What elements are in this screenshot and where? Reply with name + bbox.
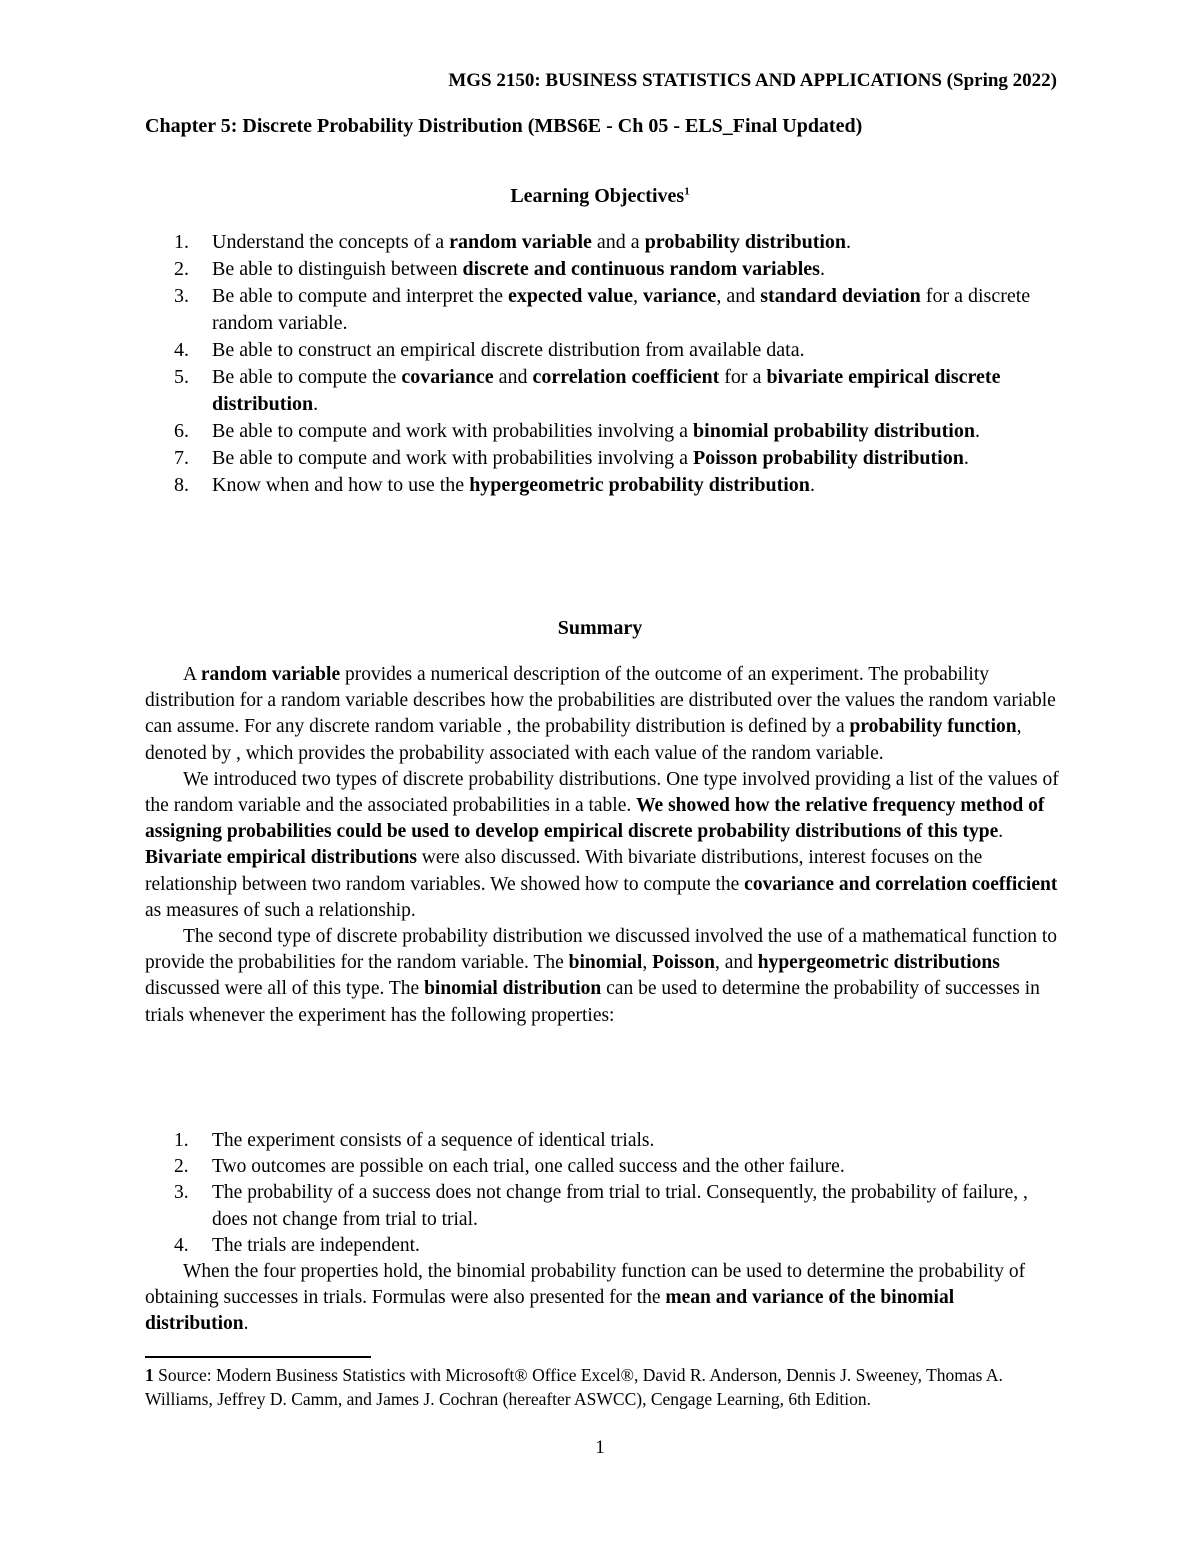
learning-objective-item (168, 229, 1068, 256)
footnote-reference: 1 (684, 185, 690, 198)
bold-term: hypergeometric distributions (757, 952, 1000, 974)
bold-term: covariance and correlation coefficient (744, 873, 1058, 895)
property-text: Two outcomes are possible on each trial, one called success and the other failure. (212, 1156, 845, 1178)
text-run: When the four properties hold, the binomial probability function can be used to determine the probability of obtaining successes in trials. Formulas were also presented for the (145, 1261, 1026, 1309)
bold-term: correlation coefficient (532, 366, 720, 388)
list-number: 7. (174, 447, 189, 469)
bold-term: random variable (200, 664, 341, 685)
footnote-mark: 1 (145, 1365, 154, 1385)
bold-term: hypergeometric probability distribution (469, 474, 810, 496)
chapter-title: Chapter 5: Discrete Probability Distribution (MBS6E - Ch 05 - ELS_Final Updated) (145, 115, 863, 137)
binomial-properties-list (168, 1128, 1068, 1259)
learning-objectives-heading (0, 185, 1200, 208)
text-run: can be used to determine the probability of successes in trials whenever the experiment has the following properties: (145, 978, 1040, 1026)
bold-term: Poisson probability distribution (693, 447, 964, 469)
course-header: MGS 2150: BUSINESS STATISTICS AND APPLICATIONS (Spring 2022) (448, 70, 1057, 91)
text-run: Be able to distinguish between (212, 258, 463, 280)
text-run: . (963, 447, 969, 469)
text-run: Be able to compute and work with probabilities involving a (212, 420, 694, 442)
bold-term: binomial distribution (424, 978, 602, 1000)
property-item (168, 1154, 1068, 1180)
bold-term: mean and variance of the binomial distribution (145, 1287, 955, 1335)
learning-objectives-title: Learning Objectives (510, 185, 685, 207)
text-run: for a discrete random variable. (212, 285, 1031, 334)
text-run: The second type of discrete probability distribution we discussed involved the use of a mathematical function to provide the probabilities for the random variable. The (145, 926, 1058, 974)
text-run: Be able to compute the (212, 366, 402, 388)
text-run: , (642, 952, 653, 974)
text-run: . (809, 474, 815, 496)
list-number: 2. (174, 258, 189, 280)
footnote (145, 1363, 1060, 1411)
list-number: 3. (174, 1182, 189, 1204)
text-run: and (493, 366, 533, 388)
bold-term: variance (643, 285, 717, 307)
text-run: . (819, 258, 825, 280)
bold-term: random variable (449, 231, 592, 253)
text-run: . (313, 393, 319, 415)
text-run: A (183, 664, 201, 685)
bold-term: expected value (508, 285, 633, 307)
list-number: 1. (174, 231, 189, 253)
learning-objective-item (168, 337, 1068, 364)
learning-objective-item (168, 445, 1068, 472)
text-run: as measures of such a relationship. (145, 899, 416, 921)
text-run: Know when and how to use the (212, 474, 470, 496)
learning-objective-item (168, 256, 1068, 283)
list-number: 8. (174, 474, 189, 496)
text-run: , and (714, 952, 758, 974)
text-run: Be able to compute and work with probabilities involving a (212, 447, 694, 469)
list-number: 3. (174, 285, 189, 307)
bold-term: binomial (568, 952, 643, 974)
text-run: We introduced two types of discrete probability distributions. One type involved providing a list of the values of the random variable and the associated probabilities in a table. (145, 768, 1059, 817)
list-number: 1. (174, 1130, 189, 1151)
property-text: The experiment consists of a sequence of identical trials. (212, 1130, 655, 1151)
footnote-text: Source: Modern Business Statistics with Microsoft® Office Excel®, David R. Anderson, Dennis J. Sweeney, Thomas A. Williams, Jeffrey D. Camm, and James J. Cochran (hereafter ASWCC), Cengage Learning, 6th Edition. (145, 1365, 1003, 1409)
property-item (168, 1233, 1068, 1259)
property-item (168, 1180, 1068, 1232)
text-run: provides a numerical description of the outcome of an experiment. The probability distribution for a random variable describes how the probabilities are distributed over the values the random variable can assume. For any discrete random variable , the probability distribution is defined by a (145, 664, 1056, 738)
bold-term: probability distribution (644, 231, 847, 253)
property-text: The probability of a success does not change from trial to trial. Consequently, the probability of failure, , does not change from trial to trial. (212, 1182, 1028, 1230)
text-run: . (974, 420, 980, 442)
learning-objective-item (168, 283, 1068, 337)
summary-paragraph (145, 662, 1060, 767)
text-run: Be able to construct an empirical discrete distribution from available data. (212, 339, 805, 361)
text-run: Understand the concepts of a (212, 231, 450, 253)
text-run: for a (719, 366, 767, 388)
bold-term: bivariate empirical discrete distribution (212, 366, 1001, 415)
learning-objective-item (168, 418, 1068, 445)
list-number: 6. (174, 420, 189, 442)
summary-paragraph (145, 767, 1060, 924)
text-run: . (243, 1313, 249, 1335)
summary-body (145, 662, 1060, 1029)
property-item (168, 1128, 1068, 1154)
learning-objective-item (168, 364, 1068, 418)
footnote-divider (145, 1356, 371, 1358)
bold-term: Poisson (652, 952, 715, 974)
list-number: 4. (174, 1234, 189, 1256)
text-run: , and (716, 285, 761, 307)
summary-paragraph (145, 924, 1060, 1029)
bold-term: binomial probability distribution (693, 420, 975, 442)
text-run: Be able to compute and interpret the (212, 285, 509, 307)
bold-term: discrete and continuous random variables (462, 258, 820, 280)
bold-term: We showed how the relative frequency method of assigning probabilities could be used to develop empirical discrete probability distributions of this type (145, 795, 1045, 843)
text-run: were also discussed. With bivariate distributions, interest focuses on the relationship between two random variables. We showed how to compute the (145, 847, 983, 895)
text-run: . (846, 231, 852, 253)
list-number: 2. (174, 1156, 189, 1178)
text-run: , denoted by , which provides the probability associated with each value of the random variable. (145, 716, 1022, 764)
list-number: 5. (174, 366, 189, 388)
bold-term: probability function (849, 716, 1017, 738)
text-run: and a (591, 231, 645, 253)
summary-closing (145, 1259, 1060, 1338)
list-number: 4. (174, 339, 189, 361)
text-run: . (998, 821, 1004, 843)
closing-paragraph (145, 1259, 1060, 1338)
learning-objective-item (168, 472, 1068, 499)
property-text: The trials are independent. (212, 1234, 420, 1256)
text-run: discussed were all of this type. The (145, 978, 425, 1000)
text-run: , (633, 285, 643, 307)
bold-term: standard deviation (760, 285, 921, 307)
learning-objectives-list (168, 229, 1068, 499)
bold-term: covariance (401, 366, 494, 388)
bold-term: Bivariate empirical distributions (145, 847, 417, 869)
page-number: 1 (595, 1437, 605, 1458)
summary-heading: Summary (557, 617, 643, 639)
